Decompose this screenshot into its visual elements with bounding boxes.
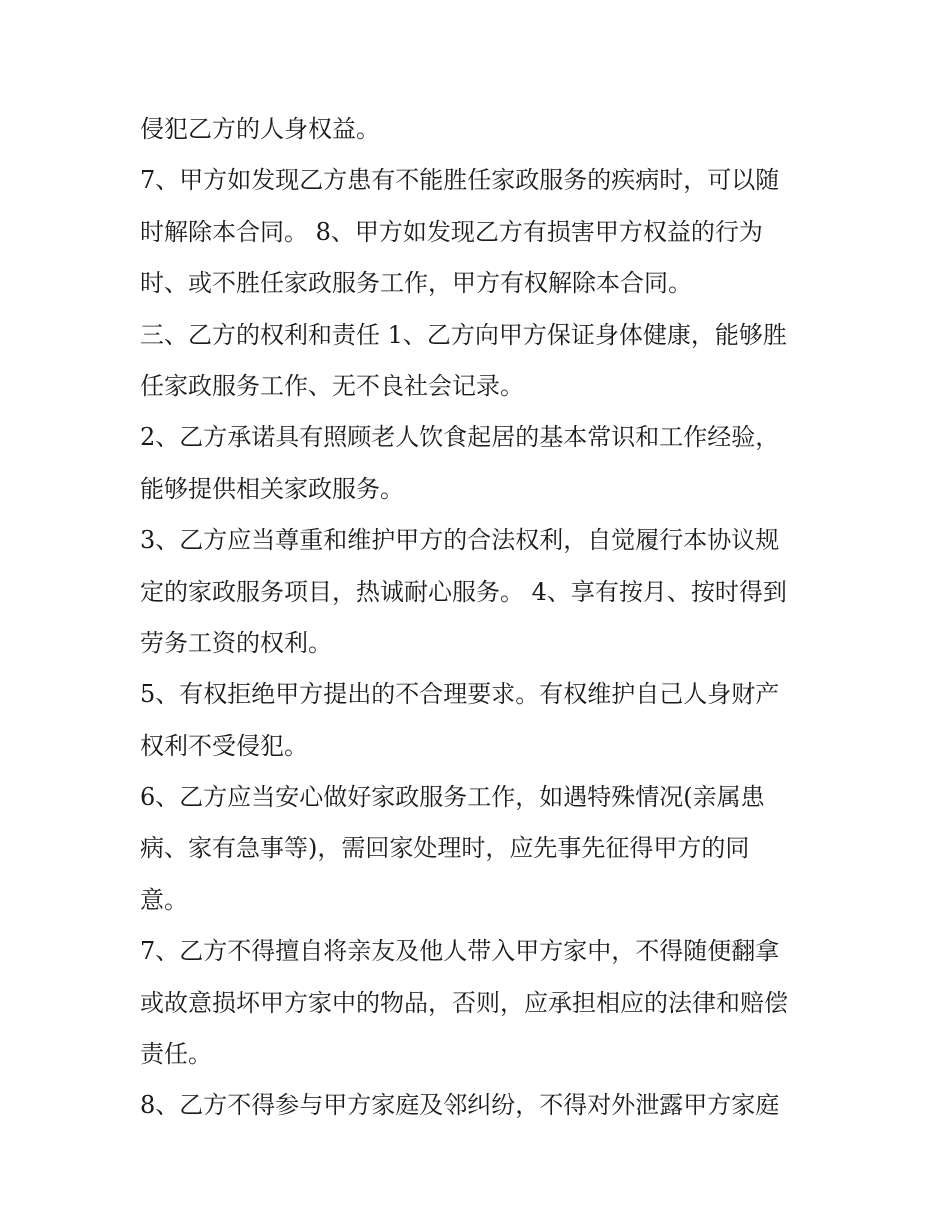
text-line: 2、乙方承诺具有照顾老人饮食起居的基本常识和工作经验，: [140, 423, 780, 452]
text-line: 权利不受侵犯。: [140, 731, 308, 760]
text-line: 责任。: [140, 1040, 212, 1069]
text-line: 5、有权拒绝甲方提出的不合理要求。有权维护自己人身财产: [140, 680, 780, 709]
text-line: 6、乙方应当安心做好家政服务工作，如遇特殊情况(亲属患: [140, 783, 765, 812]
text-line: 7、甲方如发现乙方患有不能胜任家政服务的疾病时，可以随: [140, 166, 780, 195]
text-line: 3、乙方应当尊重和维护甲方的合法权利，自觉履行本协议规: [140, 526, 780, 555]
text-line: 7、乙方不得擅自将亲友及他人带入甲方家中，不得随便翻拿: [140, 937, 780, 966]
text-line: 三、乙方的权利和责任 1、乙方向甲方保证身体健康，能够胜: [140, 320, 787, 349]
text-line: 8、乙方不得参与甲方家庭及邻纠纷，不得对外泄露甲方家庭: [140, 1091, 780, 1120]
text-line: 时解除本合同。 8、甲方如发现乙方有损害甲方权益的行为: [140, 217, 763, 246]
text-line: 病、家有急事等)，需回家处理时，应先事先征得甲方的同: [140, 834, 750, 863]
text-line: 任家政服务工作、无不良社会记录。: [140, 371, 524, 400]
text-line: 定的家政服务项目，热诚耐心服务。 4、享有按月、按时得到: [140, 577, 787, 606]
text-line: 或故意损坏甲方家中的物品，否则，应承担相应的法律和赔偿: [140, 988, 788, 1017]
text-line: 侵犯乙方的人身权益。: [140, 115, 380, 143]
text-line: 能够提供相关家政服务。: [140, 474, 404, 503]
text-line: 劳务工资的权利。: [140, 628, 332, 657]
text-line: 意。: [140, 885, 188, 914]
text-line: 时、或不胜任家政服务工作，甲方有权解除本合同。: [140, 269, 692, 298]
contract-text: [140, 104, 820, 1132]
